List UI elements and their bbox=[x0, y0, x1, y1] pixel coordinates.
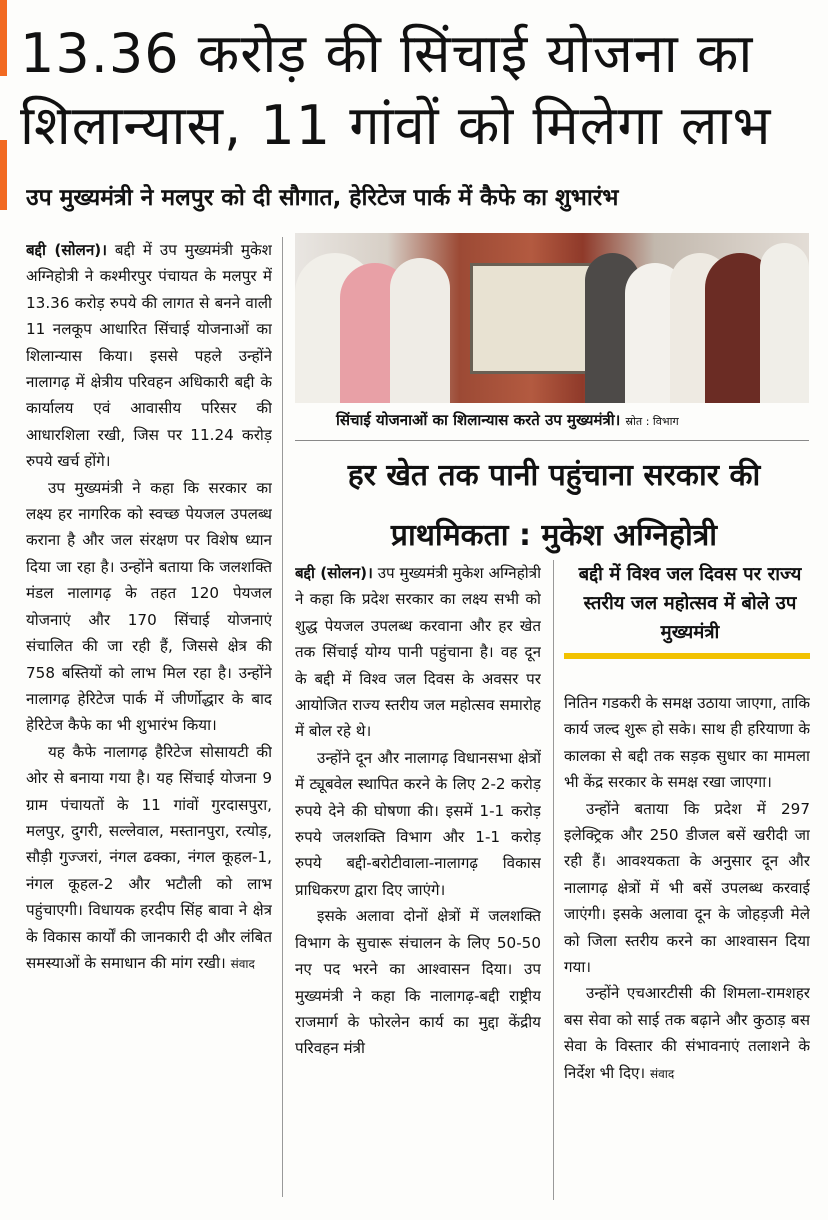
article-column-3 bbox=[564, 690, 810, 1200]
byline-credit: संवाद bbox=[230, 956, 255, 971]
dateline: बद्दी (सोलन)। bbox=[26, 241, 107, 259]
article-column-1 bbox=[26, 237, 272, 1205]
article-column-2 bbox=[295, 560, 541, 1200]
edge-accent-strip-bottom bbox=[0, 140, 7, 210]
article-paragraph: उप मुख्यमंत्री ने कहा कि सरकार का लक्ष्य हर नागरिक को स्वच्छ पेयजल उपलब्ध कराना है और जल संरक्षण पर विशेष ध्यान दिया जा रहा है। उन्होंने बताया कि जलशक्ति मंडल नालागढ़ के तहत 120 पेयजल योजनाएं और 170 सिंचाई योजनाएं संचालित की जा रही हैं, जिससे क्षेत्र की 758 बस्तियों को लाभ मिल रहा है। उन्होंने नालागढ़ हेरिटेज पार्क में जीर्णोद्धार के बाद हेरिटेज कैफे का भी शुभारंभ किया। bbox=[26, 478, 272, 735]
column-divider bbox=[553, 560, 554, 1200]
side-headline-rule bbox=[564, 653, 810, 659]
article-paragraph: बद्दी (सोलन)। बद्दी में उप मुख्यमंत्री मुकेश अग्निहोत्री ने कश्मीरपुर पंचायत के मलपुर में 13.36 करोड़ रुपये की लागत से बनने वाली 11 नलकूप आधारित सिंचाई योजनाओं का शिलान्यास किया। इससे पहले उन्होंने नालागढ़ में क्षेत्रीय परिवहन अधिकारी बद्दी के कार्यालय एवं आवासीय परिसर की आधारशिला रखी, जिस पर 11.24 करोड़ रुपये खर्च होंगे। bbox=[26, 241, 272, 471]
person-figure bbox=[390, 258, 450, 403]
article-paragraph: उन्होंने दून और नालागढ़ विधानसभा क्षेत्रों में ट्यूबवेल स्थापित करने के लिए 2-2 करोड़ रुपये देने की घोषणा की। इसमें 1-1 करोड़ रुपये जलशक्ति विभाग और 1-1 करोड़ रुपये बद्दी-बरोटीवाला-नालागढ़ विकास प्राधिकरण द्वारा दिए जाएंगे। bbox=[295, 748, 541, 899]
dateline: बद्दी (सोलन)। bbox=[295, 564, 373, 582]
photo-source: स्रोत : विभाग bbox=[625, 415, 679, 428]
edge-accent-strip-top bbox=[0, 0, 7, 76]
article-paragraph: बद्दी (सोलन)। उप मुख्यमंत्री मुकेश अग्निहोत्री ने कहा कि प्रदेश सरकार का लक्ष्य सभी को शुद्ध पेयजल उपलब्ध करवाना और हर खेत तक सिंचाई योग्य पानी पहुंचाना है। वह दून के बद्दी में विश्व जल दिवस के अवसर पर आयोजित राज्य स्तरीय जल महोत्सव समारोह में बोल रहे थे। bbox=[295, 564, 541, 741]
main-headline: 13.36 करोड़ की सिंचाई योजना का शिलान्यास, 11 गांवों को मिलेगा लाभ bbox=[20, 22, 772, 157]
article-paragraph: उन्होंने एचआरटीसी की शिमला-रामशहर बस सेवा को साई तक बढ़ाने और कुठाड़ बस सेवा के विस्तार की संभावनाएं तलाशने के निर्देश भी दिए। संवाद bbox=[564, 984, 810, 1082]
foundation-plaque bbox=[470, 263, 596, 374]
story-headline: हर खेत तक पानी पहुंचाना सरकार की प्राथमिकता : मुकेश अग्निहोत्री bbox=[347, 458, 761, 553]
story-divider bbox=[295, 440, 809, 441]
news-photo bbox=[295, 233, 809, 403]
column-divider bbox=[282, 237, 283, 1197]
byline-credit: संवाद bbox=[650, 1066, 675, 1081]
article-paragraph: उन्होंने बताया कि प्रदेश में 297 इलेक्ट्रिक और 250 डीजल बसें खरीदी जा रही हैं। आवश्यकता के अनुसार दून और नालागढ़ क्षेत्रों में भी बसें उपलब्ध करवाई जाएंगी। इसके अलावा दून के जोहड़जी मेले को जिला स्तरीय करने का आश्वासन दिया गया। bbox=[564, 799, 810, 977]
photo-caption: सिंचाई योजनाओं का शिलान्यास करते उप मुख्यमंत्री। स्रोत : विभाग bbox=[336, 411, 679, 429]
article-paragraph: इसके अलावा दोनों क्षेत्रों में जलशक्ति विभाग के सुचारू संचालन के लिए 50-50 नए पद भरने का आश्वासन दिया। उप मुख्यमंत्री ने कहा कि नालागढ़-बद्दी राष्ट्रीय राजमार्ग के फोरलेन कार्य का मुद्दा केंद्रीय परिवहन मंत्री bbox=[295, 907, 541, 1058]
article-paragraph: यह कैफे नालागढ़ हैरिटेज सोसायटी की ओर से बनाया गया है। यह सिंचाई योजना 9 ग्राम पंचायतों के 11 गांवों गुरदासपुरा, मलपुर, दुगरी, सल्लेवाल, मस्तानपुरा, रत्योड़, सौड़ी गुज्जरां, नंगल ढक्का, नंगल कूहल-1, नंगल कूहल-2 और भटौली को लाभ पहुंचाएगी। विधायक हरदीप सिंह बावा ने क्षेत्र के विकास कार्यों की जानकारी दी और लंबित समस्याओं के समाधान की मांग रखी। संवाद bbox=[26, 742, 272, 972]
sub-headline: उप मुख्यमंत्री ने मलपुर को दी सौगात, हेरिटेज पार्क में कैफे का शुभारंभ bbox=[26, 185, 619, 211]
person-figure bbox=[760, 243, 809, 403]
article-paragraph: नितिन गडकरी के समक्ष उठाया जाएगा, ताकि कार्य जल्द शुरू हो सके। साथ ही हरियाणा के कालका से बद्दी तक सड़क सुधार का मामला भी केंद्र सरकार के समक्ष रखा जाएगा। bbox=[564, 694, 810, 792]
side-headline: बद्दी में विश्व जल दिवस पर राज्य स्तरीय जल महोत्सव में बोले उप मुख्यमंत्री bbox=[578, 564, 802, 643]
